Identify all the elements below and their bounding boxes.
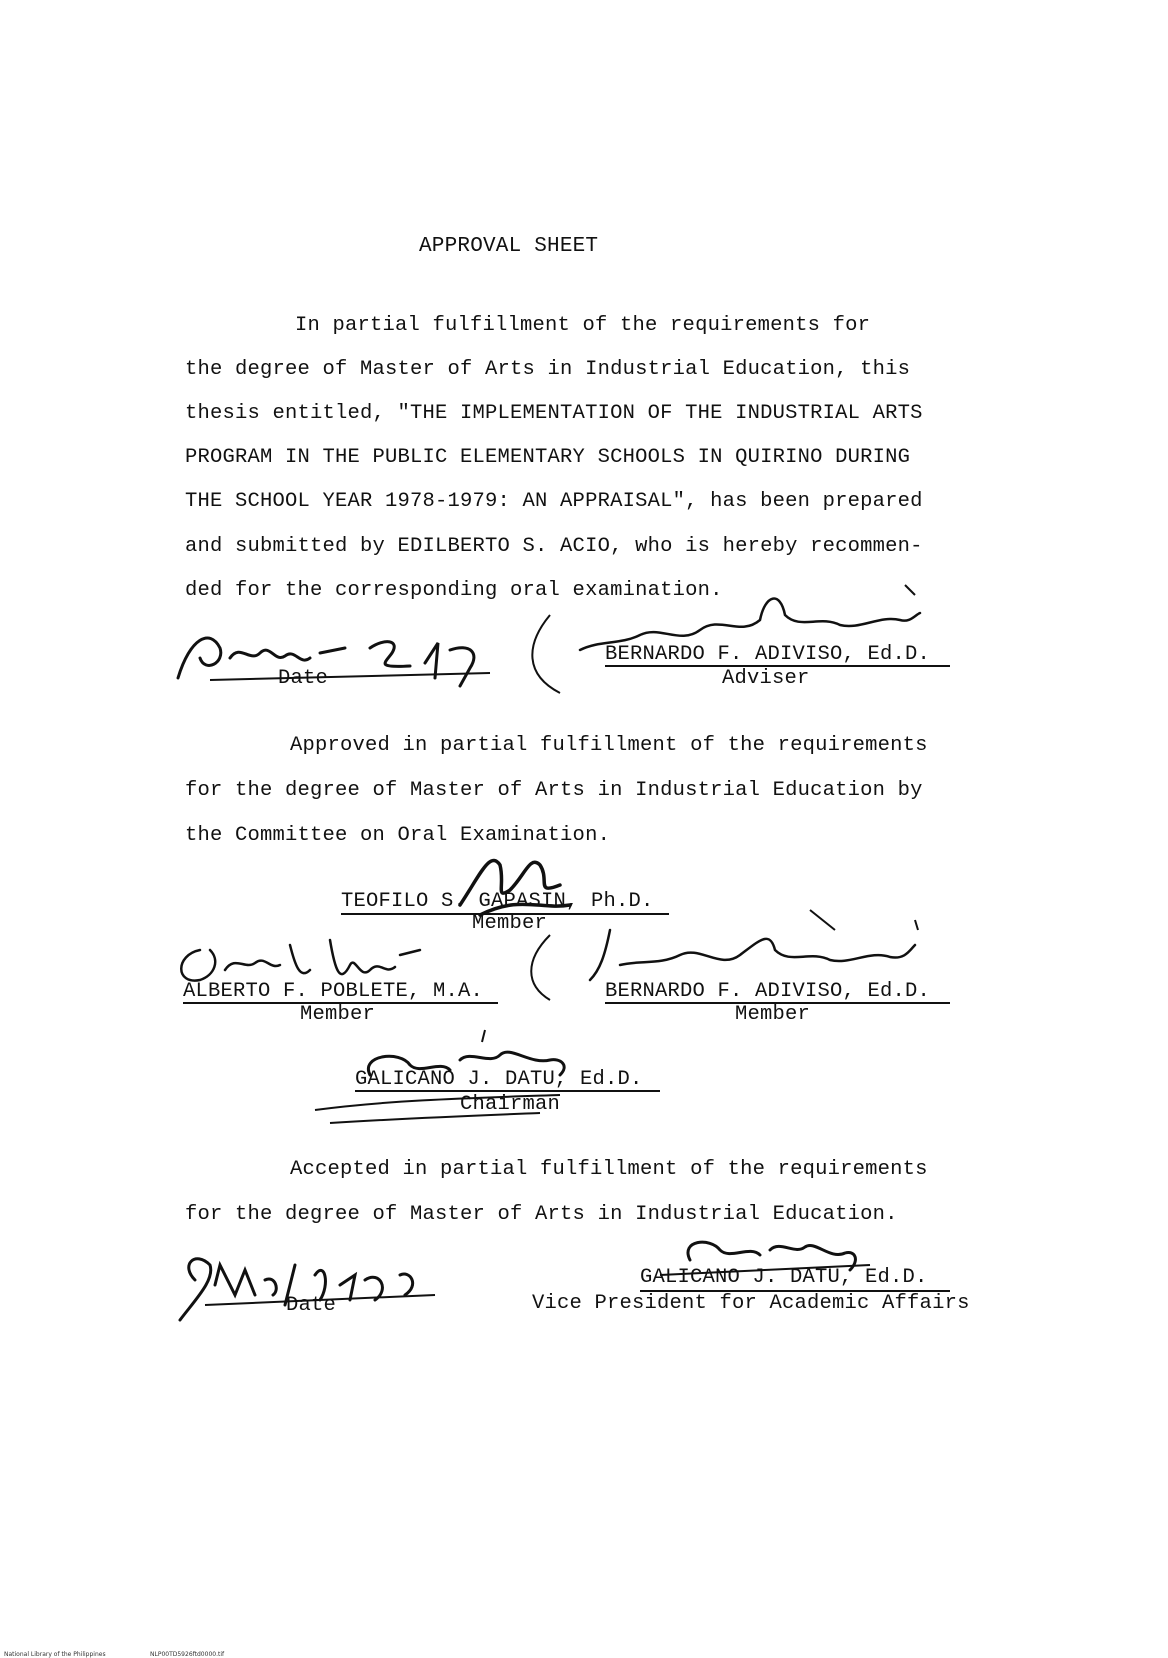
date-label: Date bbox=[278, 667, 329, 690]
text-line: ded for the corresponding oral examination. bbox=[185, 579, 723, 602]
page-title: APPROVAL SHEET bbox=[419, 235, 599, 258]
text-line: thesis entitled, "THE IMPLEMENTATION OF THE INDUSTRIAL ARTS bbox=[185, 402, 923, 425]
text-line: Approved in partial fulfillment of the requirements bbox=[290, 734, 928, 757]
adviser-role: Adviser bbox=[722, 667, 810, 690]
footer-file-id: NLP00TD5926ftd0000.tif bbox=[150, 1651, 225, 1658]
date-label: Date bbox=[286, 1294, 337, 1317]
chairman-name: GALICANO J. DATU, Ed.D. bbox=[355, 1068, 643, 1091]
vp-role: Vice President for Academic Affairs bbox=[532, 1292, 970, 1315]
member-top-name: TEOFILO S. GAPASIN, Ph.D. bbox=[341, 890, 654, 913]
text-line: PROGRAM IN THE PUBLIC ELEMENTARY SCHOOLS IN QUIRINO DURING bbox=[185, 446, 911, 469]
handwritten-date-signature bbox=[170, 618, 510, 688]
vp-name: GALICANO J. DATU, Ed.D. bbox=[640, 1266, 928, 1289]
text-line: for the degree of Master of Arts in Industrial Education by bbox=[185, 779, 923, 802]
chairman-role: Chairman bbox=[460, 1093, 561, 1116]
text-line: THE SCHOOL YEAR 1978-1979: AN APPRAISAL", has been prepared bbox=[185, 490, 923, 513]
text-line: In partial fulfillment of the requirements for bbox=[295, 314, 871, 337]
text-line: and submitted by EDILBERTO S. ACIO, who is hereby recommen- bbox=[185, 535, 923, 558]
text-line: the degree of Master of Arts in Industrial Education, this bbox=[185, 358, 911, 381]
text-line: for the degree of Master of Arts in Industrial Education. bbox=[185, 1203, 898, 1226]
text-line: the Committee on Oral Examination. bbox=[185, 824, 611, 847]
member-right-name: BERNARDO F. ADIVISO, Ed.D. bbox=[605, 980, 931, 1003]
member-right-role: Member bbox=[735, 1003, 811, 1026]
signature-line bbox=[355, 1090, 660, 1092]
text-line: Accepted in partial fulfillment of the requirements bbox=[290, 1158, 928, 1181]
member-left-role: Member bbox=[300, 1003, 376, 1026]
adviser-name: BERNARDO F. ADIVISO, Ed.D. bbox=[605, 643, 931, 666]
member-left-name: ALBERTO F. POBLETE, M.A. bbox=[183, 980, 484, 1003]
member-top-role: Member bbox=[472, 912, 548, 935]
footer-library: National Library of the Philippines bbox=[4, 1651, 106, 1658]
